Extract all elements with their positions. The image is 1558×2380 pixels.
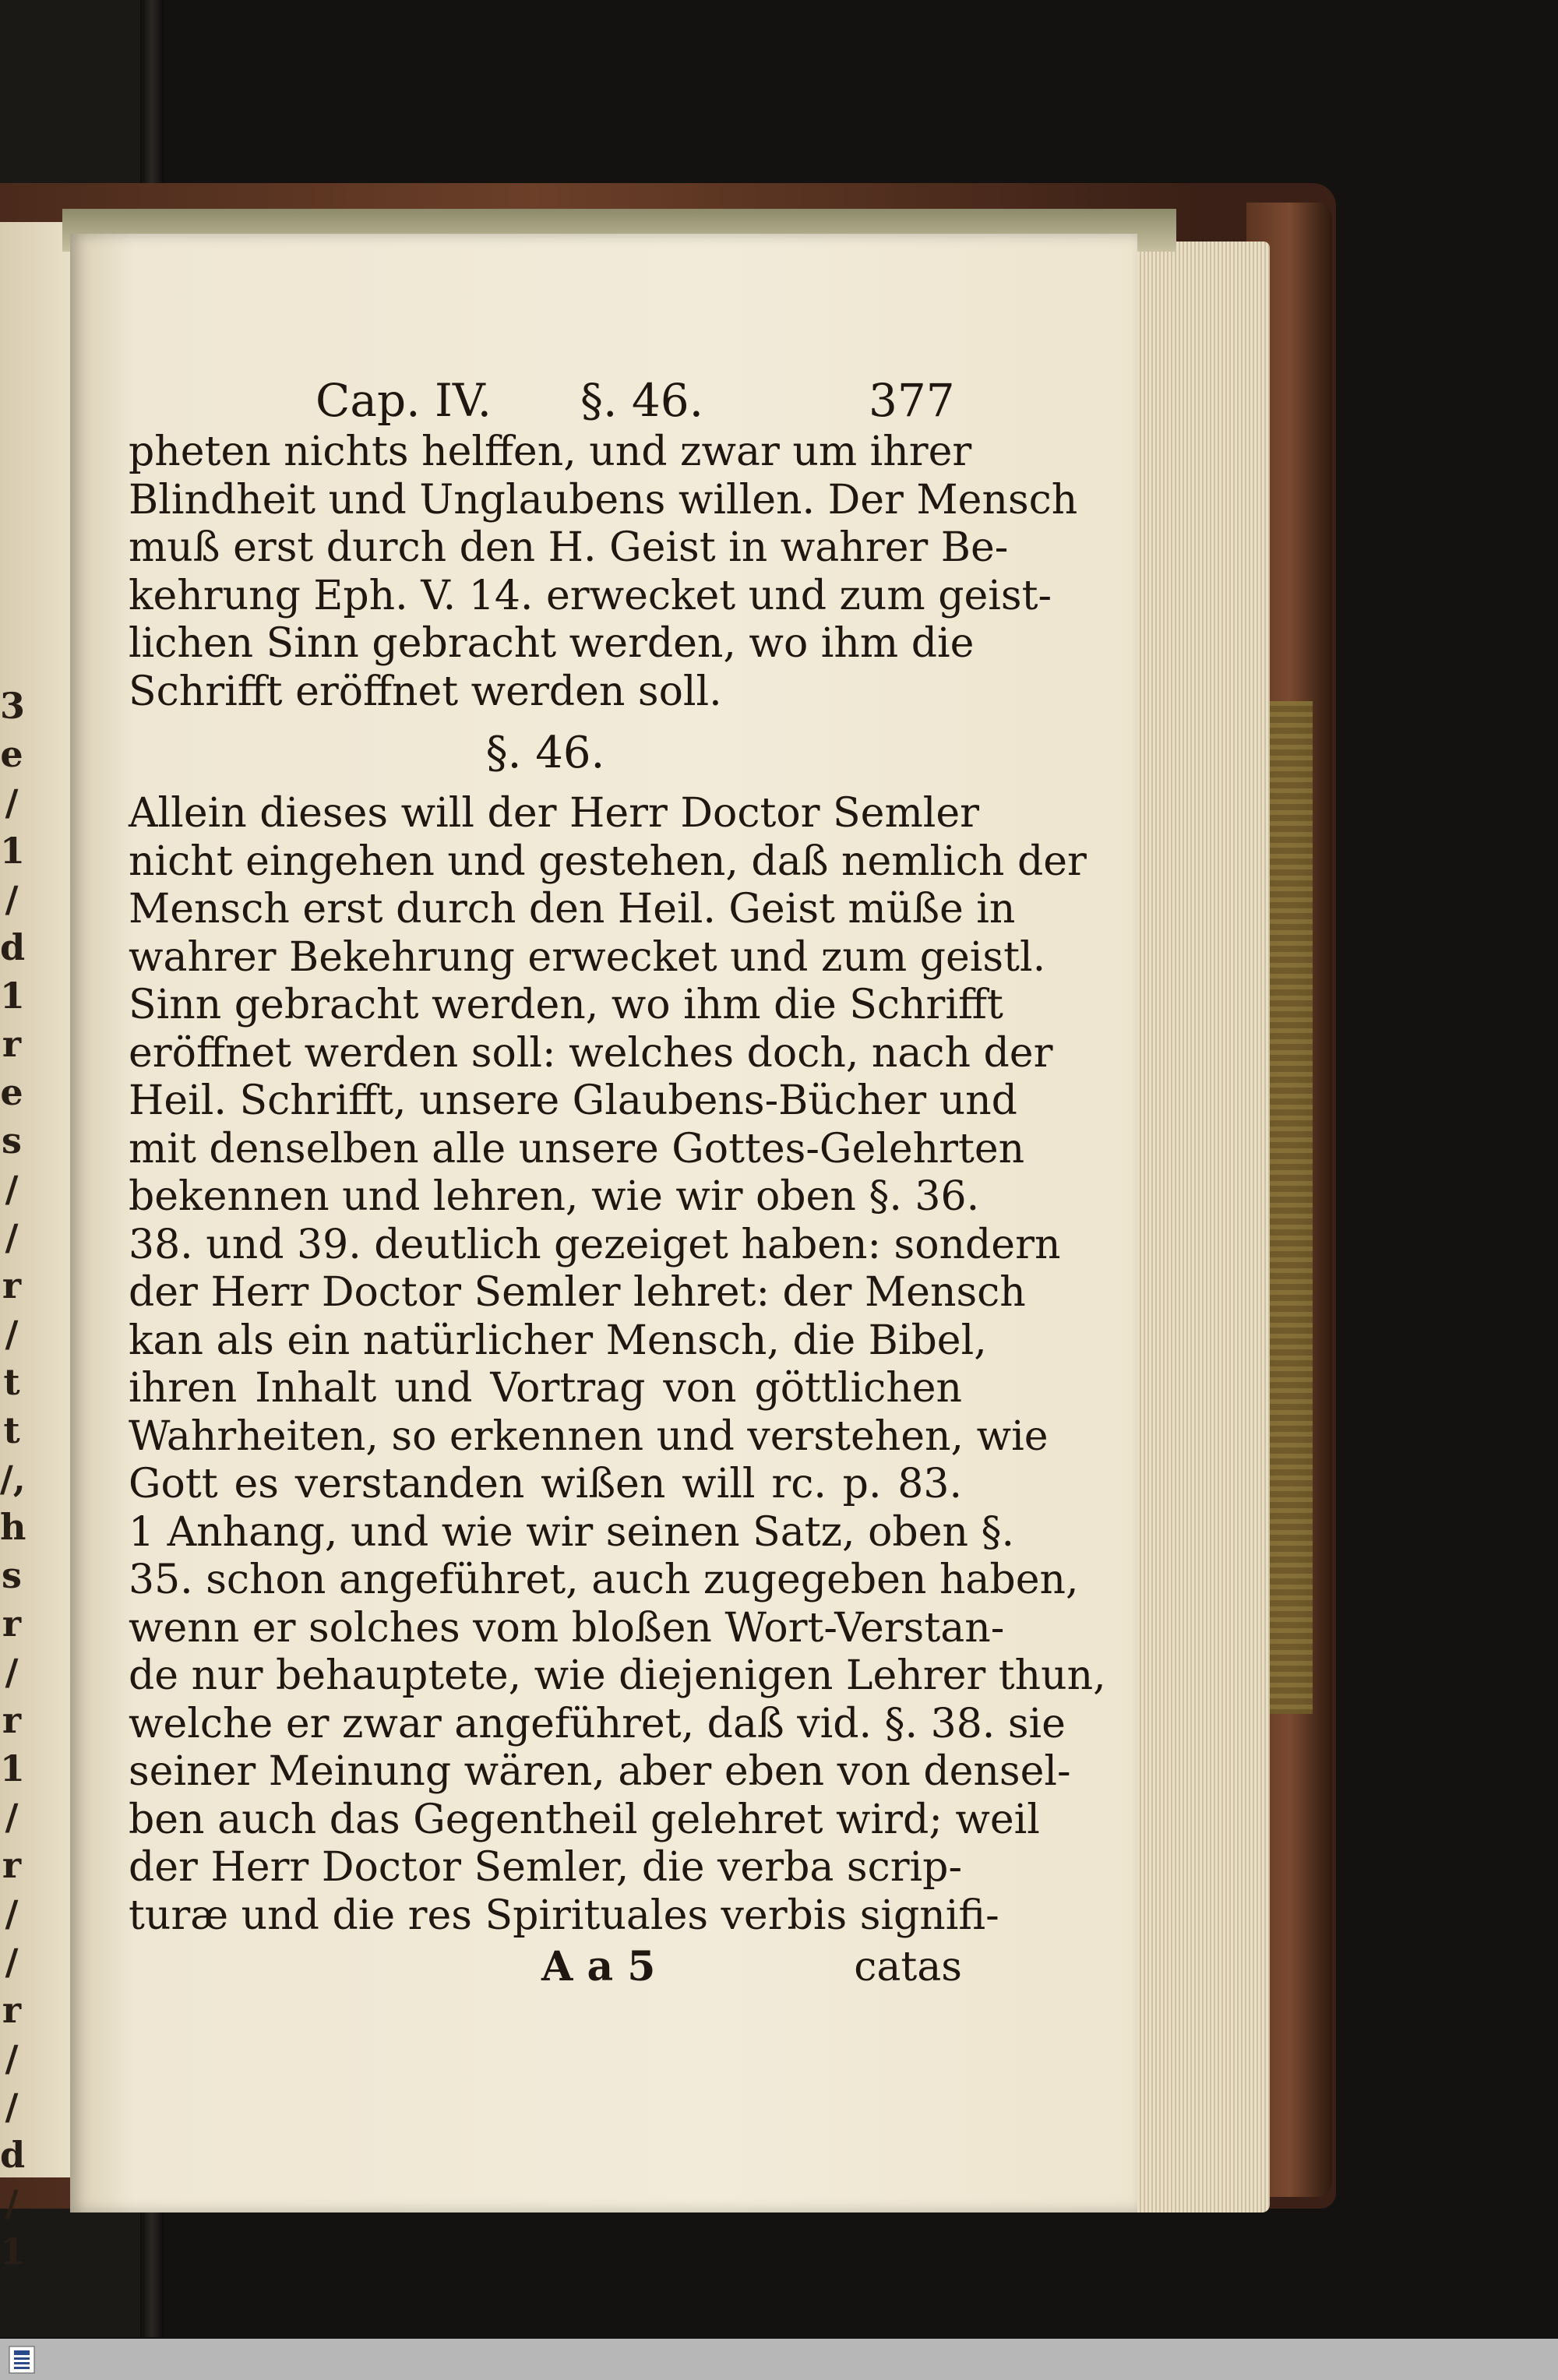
- left-page-glyph: e: [0, 733, 23, 775]
- text-line: Blindheit und Unglaubens willen. Der Mensch: [129, 476, 1078, 524]
- library-logo-icon: [6, 2343, 37, 2376]
- left-page-glyph: t: [3, 1361, 20, 1403]
- left-page-glyph: /: [5, 878, 19, 920]
- paragraph-1: [129, 428, 1078, 716]
- running-header: [129, 358, 962, 428]
- text-line: welche er zwar angeführet, daß vid. §. 38. sie: [129, 1700, 1066, 1747]
- left-page-glyph: d: [0, 2134, 26, 2176]
- left-page-glyph: 1: [0, 975, 26, 1017]
- text-line: 1 Anhang, und wie wir seinen Satz, oben §.: [129, 1508, 1015, 1556]
- left-page-glyph: /: [5, 781, 19, 823]
- text-line: turæ und die res Spirituales verbis signifi-: [129, 1892, 999, 1939]
- text-line: Schrifft eröffnet werden soll.: [129, 668, 722, 715]
- page-text: [129, 358, 1106, 1994]
- left-page-glyph: /: [5, 2037, 19, 2079]
- left-page-glyph: e: [0, 1071, 23, 1113]
- left-page-glyph: /: [5, 1313, 19, 1355]
- paragraph-2: [129, 790, 1106, 1940]
- left-page-glyph: s: [2, 1554, 22, 1596]
- left-page-glyph: 3: [0, 685, 26, 727]
- text-line: eröffnet werden soll: welches doch, nach der: [129, 1029, 1053, 1077]
- text-line: ben auch das Gegentheil gelehret wird; weil: [129, 1796, 1040, 1843]
- text-line: der Herr Doctor Semler, die verba scrip-: [129, 1844, 963, 1891]
- signature-mark: A a 5: [541, 1943, 656, 1990]
- left-page-glyph: r: [2, 1264, 22, 1306]
- page-block-edge: [1114, 242, 1270, 2213]
- text-line: nicht eingehen und gestehen, daß nemlich der: [129, 837, 1087, 885]
- left-page-glyph: 1: [0, 1747, 26, 1789]
- left-page-glyph: s: [2, 1119, 22, 1162]
- left-page-glyph: d: [0, 926, 26, 968]
- text-line: muß erst durch den H. Geist in wahrer Be-: [129, 524, 1009, 571]
- section-heading: §. 46.: [485, 728, 605, 778]
- left-page-glyph: /: [5, 1892, 19, 1934]
- text-line: lichen Sinn gebracht werden, wo ihm die: [129, 620, 975, 667]
- text-line: Sinn gebracht werden, wo ihm die Schrifft: [129, 982, 1003, 1028]
- text-line: wahrer Bekehrung erwecket und zum geistl.: [129, 933, 1046, 981]
- left-page-glyph: 1: [0, 830, 26, 872]
- text-line: ihren Inhalt und Vortrag von göttlichen: [129, 1365, 962, 1412]
- left-page-glyph: /: [5, 1651, 19, 1693]
- left-page-glyph: /: [5, 2086, 19, 2128]
- chapter-label: Cap. IV.: [315, 374, 492, 427]
- text-line: Heil. Schrifft, unsere Glaubens-Bücher und: [129, 1077, 1017, 1124]
- text-line: wenn er solches vom bloßen Wort-Verstan-: [129, 1604, 1005, 1652]
- catchword: catas: [854, 1944, 962, 1990]
- text-line: der Herr Doctor Semler lehret: der Mensch: [129, 1269, 1026, 1316]
- left-page-glyph: /: [5, 1796, 19, 1838]
- left-page-glyph: r: [2, 1603, 22, 1645]
- text-line: 38. und 39. deutlich gezeiget haben: sondern: [129, 1221, 1061, 1268]
- text-line: Wahrheiten, so erkennen und verstehen, wie: [129, 1412, 1049, 1460]
- text-line: seiner Meinung wären, aber eben von densel-: [129, 1748, 1071, 1795]
- left-page-glyph: h: [0, 1506, 26, 1548]
- section-label: §. 46.: [580, 374, 704, 427]
- text-line: mit denselben alle unsere Gottes-Gelehrten: [129, 1125, 1025, 1172]
- text-line: kehrung Eph. V. 14. erwecket und zum geist-: [129, 572, 1052, 619]
- left-page-glyph: r: [2, 1989, 22, 2031]
- text-line: de nur behauptete, wie diejenigen Lehrer thun,: [129, 1652, 1106, 1699]
- gilt-edge: [1266, 701, 1313, 1714]
- text-line: bekennen und lehren, wie wir oben §. 36.: [129, 1173, 980, 1220]
- page-number: 377: [869, 374, 955, 427]
- text-line: 35. schon angeführet, auch zugegeben haben,: [129, 1557, 1079, 1603]
- left-page-glyph: /: [5, 2182, 19, 2224]
- text-line: pheten nichts helffen, und zwar um ihrer: [129, 428, 972, 475]
- text-line: Mensch erst durch den Heil. Geist müße in: [129, 886, 1016, 933]
- text-line: kan als ein natürlicher Mensch, die Bibel,: [129, 1317, 987, 1364]
- left-page-text-fragments: [0, 682, 26, 2276]
- left-page-glyph: /,: [0, 1458, 26, 1500]
- left-page-glyph: r: [2, 1023, 22, 1065]
- viewer-footer-bar: [0, 2339, 1558, 2380]
- left-page-glyph: t: [3, 1409, 20, 1451]
- left-page-glyph: 1: [0, 2230, 26, 2272]
- left-page: [0, 222, 70, 2272]
- left-page-glyph: r: [2, 1844, 22, 1886]
- left-page-glyph: /: [5, 1941, 19, 1983]
- text-line: Gott es verstanden wißen will rc. p. 83.: [129, 1461, 962, 1507]
- left-page-glyph: r: [2, 1699, 22, 1741]
- left-page-glyph: /: [5, 1216, 19, 1258]
- page-footer-line: [129, 1940, 962, 1994]
- text-line: Allein dieses will der Herr Doctor Semler: [129, 790, 980, 837]
- left-page-glyph: /: [5, 1168, 19, 1210]
